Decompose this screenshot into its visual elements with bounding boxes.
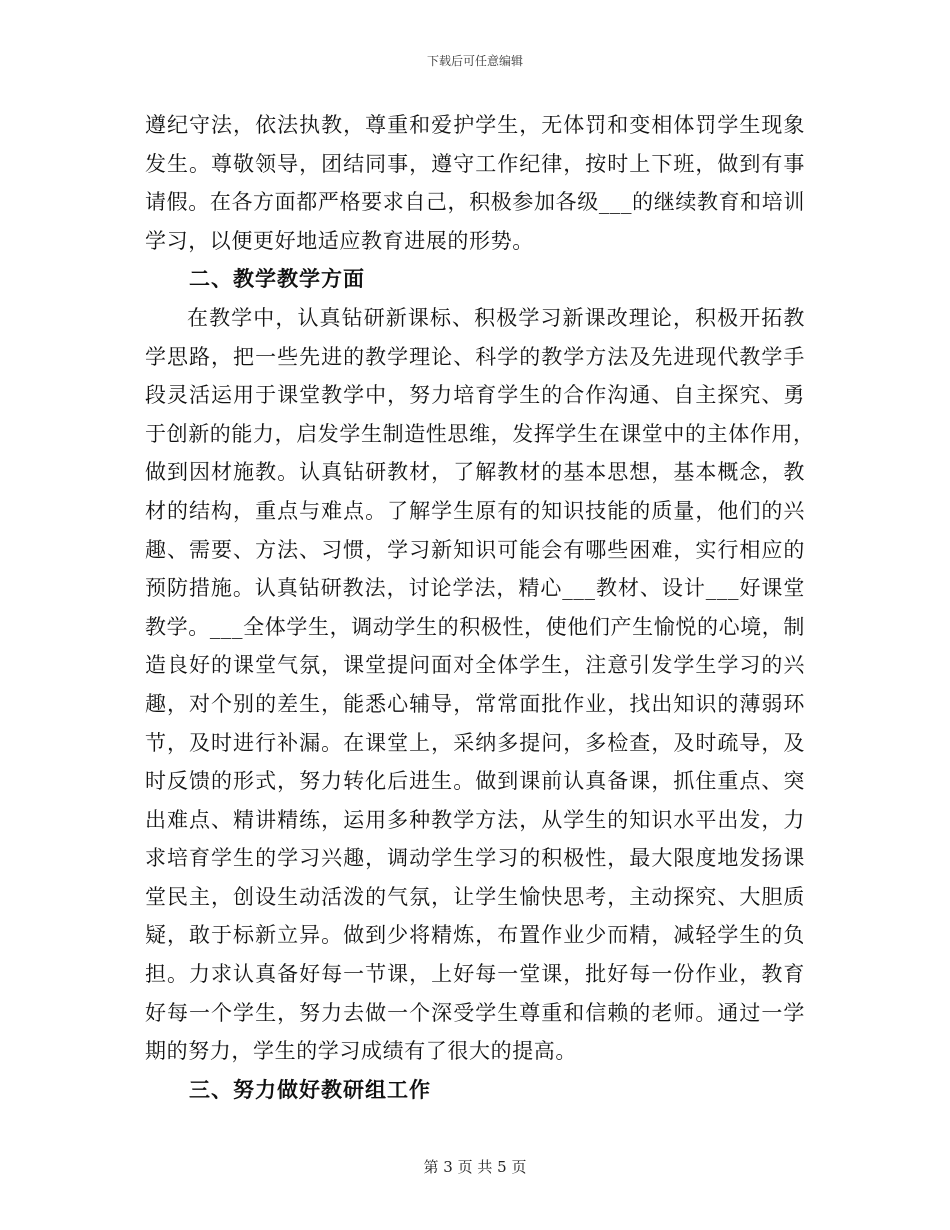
text-line: 趣，对个别的差生，能悉心辅导，常常面批作业，找出知识的薄弱环 <box>145 691 805 716</box>
text-line: 堂民主，创设生动活泼的气氛，让学生愉快思考，主动探究、大胆质 <box>145 884 805 909</box>
paragraph-2 <box>145 299 815 1071</box>
text-line: 学思路，把一些先进的教学理论、科学的教学方法及先进现代教学手 <box>145 344 805 369</box>
text-line: 材的结构，重点与难点。了解学生原有的知识技能的质量，他们的兴 <box>145 498 805 523</box>
text-line: 造良好的课堂气氛，课堂提问面对全体学生，注意引发学生学习的兴 <box>145 653 805 678</box>
text-line: 于创新的能力，启发学生制造性思维，发挥学生在课堂中的主体作用， <box>145 421 815 446</box>
text-line: 出难点、精讲精练，运用多种教学方法，从学生的知识水平出发，力 <box>145 807 805 832</box>
text-line: 时反馈的形式，努力转化后进生。做到课前认真备课，抓住重点、突 <box>145 769 805 794</box>
text-line: 担。力求认真备好每一节课，上好每一堂课，批好每一份作业，教育 <box>145 962 805 987</box>
text-line: 请假。在各方面都严格要求自己，积极参加各级___的继续教育和培训 <box>145 190 805 215</box>
text-line: 好每一个学生，努力去做一个深受学生尊重和信赖的老师。通过一学 <box>145 1000 805 1025</box>
text-line: 做到因材施教。认真钻研教材，了解教材的基本思想，基本概念，教 <box>145 460 805 485</box>
text-line: 段灵活运用于课堂教学中，努力培育学生的合作沟通、自主探究、勇 <box>145 383 805 408</box>
text-line: 求培育学生的学习兴趣，调动学生学习的积极性，最大限度地发扬课 <box>145 846 805 871</box>
text-line: 期的努力，学生的学习成绩有了很大的提高。 <box>145 1039 577 1064</box>
page-header: 下载后可任意编辑 <box>426 54 523 68</box>
text-line: 节，及时进行补漏。在课堂上，采纳多提问，多检查，及时疏导，及 <box>145 730 805 755</box>
document-body <box>145 106 815 1109</box>
text-line: 趣、需要、方法、习惯，学习新知识可能会有哪些困难，实行相应的 <box>145 537 805 562</box>
paragraph-1 <box>145 106 805 260</box>
section-heading-3: 三、努力做好教研组工作 <box>189 1076 431 1102</box>
text-line: 预防措施。认真钻研教法，讨论学法，精心___教材、设计___好课堂 <box>145 576 805 601</box>
text-line: 疑，敢于标新立异。做到少将精炼，布置作业少而精，减轻学生的负 <box>145 923 805 948</box>
page-number: 第 3 页 共 5 页 <box>423 1158 527 1176</box>
section-heading-2: 二、教学教学方面 <box>189 266 365 292</box>
text-line: 遵纪守法，依法执教，尊重和爱护学生，无体罚和变相体罚学生现象 <box>145 113 805 137</box>
text-line: 教学。___全体学生，调动学生的积极性，使他们产生愉悦的心境，制 <box>145 614 805 639</box>
text-line: 学习，以便更好地适应教育进展的形势。 <box>145 228 534 253</box>
text-line: 发生。尊敬领导，团结同事，遵守工作纪律，按时上下班，做到有事 <box>145 151 805 176</box>
text-line: 在教学中，认真钻研新课标、积极学习新课改理论，积极开拓教 <box>187 305 805 330</box>
